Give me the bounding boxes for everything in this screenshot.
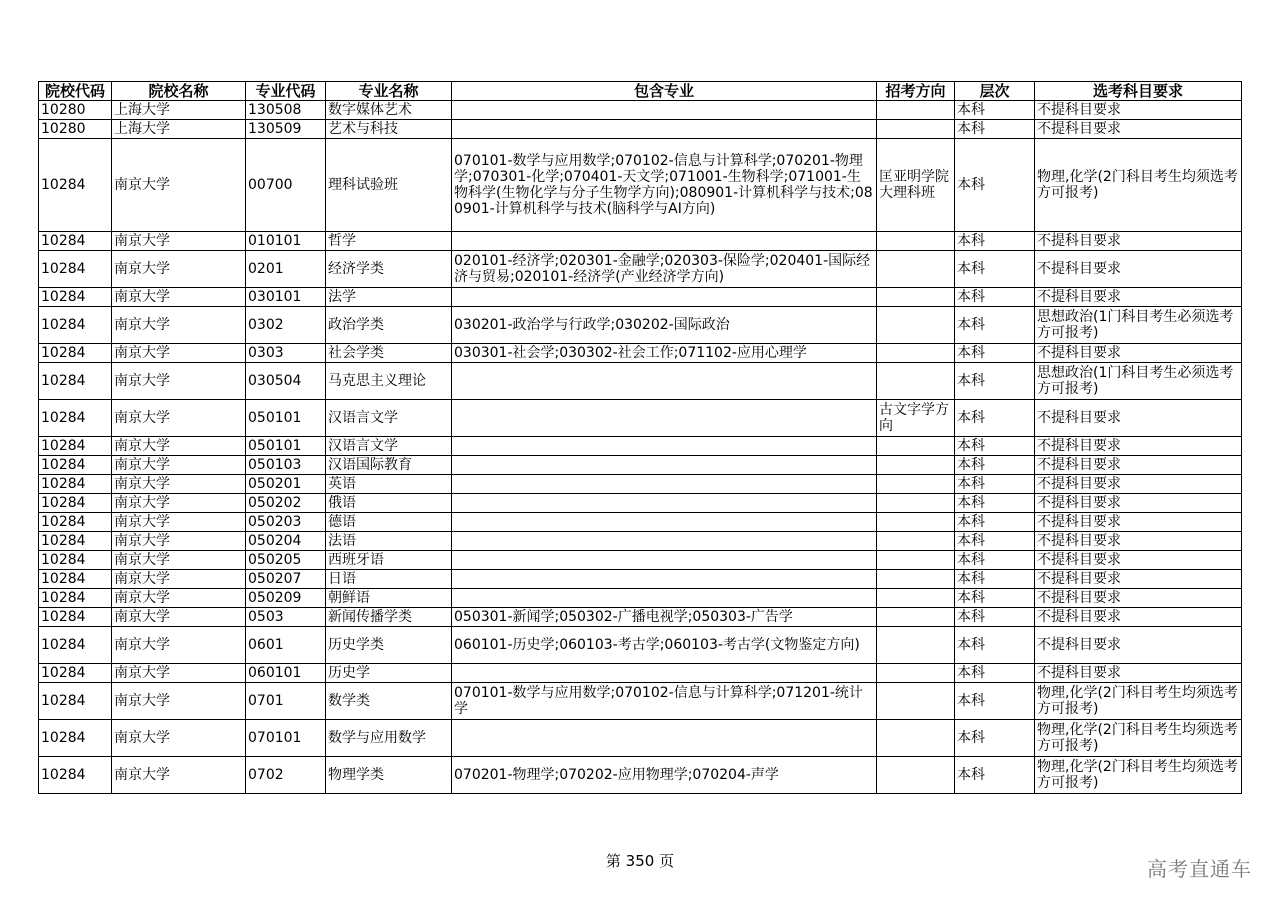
- cell-exam-direction: [877, 494, 955, 513]
- cell-school-code: 10280: [39, 101, 112, 120]
- cell-subject-requirement: 不提科目要求: [1035, 589, 1242, 608]
- cell-exam-direction: [877, 475, 955, 494]
- cell-major-code: 130509: [246, 120, 326, 139]
- cell-included-majors: 060101-历史学;060103-考古学;060103-考古学(文物鉴定方向): [452, 627, 877, 664]
- cell-school-code: 10280: [39, 120, 112, 139]
- cell-level: 本科: [955, 288, 1035, 307]
- cell-subject-requirement: 不提科目要求: [1035, 400, 1242, 437]
- cell-major-name: 西班牙语: [326, 551, 452, 570]
- header-included-majors: 包含专业: [452, 82, 877, 101]
- cell-major-code: 050207: [246, 570, 326, 589]
- cell-included-majors: 050301-新闻学;050302-广播电视学;050303-广告学: [452, 608, 877, 627]
- cell-level: 本科: [955, 513, 1035, 532]
- cell-exam-direction: [877, 251, 955, 288]
- cell-school-code: 10284: [39, 456, 112, 475]
- table-row: [39, 437, 1242, 456]
- cell-school-code: 10284: [39, 720, 112, 757]
- cell-included-majors: 070101-数学与应用数学;070102-信息与计算科学;071201-统计学: [452, 683, 877, 720]
- cell-school-code: 10284: [39, 139, 112, 232]
- cell-school-name: 南京大学: [112, 232, 246, 251]
- table-row: [39, 101, 1242, 120]
- cell-level: 本科: [955, 494, 1035, 513]
- cell-exam-direction: [877, 456, 955, 475]
- cell-school-code: 10284: [39, 627, 112, 664]
- cell-exam-direction: [877, 120, 955, 139]
- cell-major-code: 050101: [246, 400, 326, 437]
- cell-major-name: 历史学: [326, 664, 452, 683]
- cell-school-code: 10284: [39, 251, 112, 288]
- cell-school-name: 南京大学: [112, 513, 246, 532]
- cell-school-code: 10284: [39, 551, 112, 570]
- cell-school-code: 10284: [39, 307, 112, 344]
- cell-school-name: 南京大学: [112, 627, 246, 664]
- cell-major-code: 010101: [246, 232, 326, 251]
- cell-major-code: 0201: [246, 251, 326, 288]
- cell-school-code: 10284: [39, 570, 112, 589]
- cell-major-name: 汉语言文学: [326, 400, 452, 437]
- cell-subject-requirement: 不提科目要求: [1035, 456, 1242, 475]
- cell-subject-requirement: 不提科目要求: [1035, 570, 1242, 589]
- cell-major-code: 0601: [246, 627, 326, 664]
- cell-major-code: 00700: [246, 139, 326, 232]
- cell-school-code: 10284: [39, 232, 112, 251]
- cell-school-name: 南京大学: [112, 589, 246, 608]
- cell-school-code: 10284: [39, 664, 112, 683]
- cell-included-majors: [452, 570, 877, 589]
- cell-exam-direction: [877, 683, 955, 720]
- cell-school-name: 上海大学: [112, 120, 246, 139]
- table-row: [39, 251, 1242, 288]
- cell-school-code: 10284: [39, 608, 112, 627]
- cell-included-majors: [452, 400, 877, 437]
- cell-subject-requirement: 不提科目要求: [1035, 475, 1242, 494]
- cell-school-name: 上海大学: [112, 101, 246, 120]
- table-row: [39, 363, 1242, 400]
- cell-level: 本科: [955, 344, 1035, 363]
- cell-included-majors: 070201-物理学;070202-应用物理学;070204-声学: [452, 757, 877, 794]
- cell-exam-direction: [877, 589, 955, 608]
- cell-level: 本科: [955, 363, 1035, 400]
- table-row: [39, 307, 1242, 344]
- cell-level: 本科: [955, 456, 1035, 475]
- cell-major-name: 马克思主义理论: [326, 363, 452, 400]
- cell-level: 本科: [955, 608, 1035, 627]
- cell-major-code: 0702: [246, 757, 326, 794]
- cell-major-name: 物理学类: [326, 757, 452, 794]
- cell-major-code: 0503: [246, 608, 326, 627]
- cell-subject-requirement: 不提科目要求: [1035, 513, 1242, 532]
- cell-school-code: 10284: [39, 363, 112, 400]
- cell-subject-requirement: 物理,化学(2门科目考生均须选考方可报考): [1035, 139, 1242, 232]
- cell-included-majors: [452, 551, 877, 570]
- cell-subject-requirement: 不提科目要求: [1035, 120, 1242, 139]
- cell-school-name: 南京大学: [112, 683, 246, 720]
- cell-major-name: 哲学: [326, 232, 452, 251]
- cell-subject-requirement: 物理,化学(2门科目考生均须选考方可报考): [1035, 720, 1242, 757]
- header-school-code: 院校代码: [39, 82, 112, 101]
- cell-level: 本科: [955, 757, 1035, 794]
- cell-included-majors: 030301-社会学;030302-社会工作;071102-应用心理学: [452, 344, 877, 363]
- table-row: [39, 139, 1242, 232]
- cell-major-code: 050203: [246, 513, 326, 532]
- watermark: 高考直通车: [1147, 857, 1252, 881]
- cell-included-majors: [452, 720, 877, 757]
- header-major-code: 专业代码: [246, 82, 326, 101]
- cell-level: 本科: [955, 307, 1035, 344]
- cell-major-name: 艺术与科技: [326, 120, 452, 139]
- cell-subject-requirement: 不提科目要求: [1035, 494, 1242, 513]
- cell-major-name: 法学: [326, 288, 452, 307]
- cell-major-name: 历史学类: [326, 627, 452, 664]
- cell-major-code: 030504: [246, 363, 326, 400]
- cell-major-code: 060101: [246, 664, 326, 683]
- cell-major-name: 日语: [326, 570, 452, 589]
- cell-school-code: 10284: [39, 344, 112, 363]
- cell-major-name: 德语: [326, 513, 452, 532]
- header-school-name: 院校名称: [112, 82, 246, 101]
- cell-school-name: 南京大学: [112, 400, 246, 437]
- cell-level: 本科: [955, 589, 1035, 608]
- cell-major-code: 050202: [246, 494, 326, 513]
- cell-school-name: 南京大学: [112, 344, 246, 363]
- cell-included-majors: [452, 532, 877, 551]
- cell-school-name: 南京大学: [112, 437, 246, 456]
- cell-subject-requirement: 不提科目要求: [1035, 627, 1242, 664]
- cell-subject-requirement: 不提科目要求: [1035, 437, 1242, 456]
- cell-subject-requirement: 物理,化学(2门科目考生均须选考方可报考): [1035, 757, 1242, 794]
- cell-major-code: 070101: [246, 720, 326, 757]
- admission-table: [38, 81, 1242, 794]
- cell-school-name: 南京大学: [112, 456, 246, 475]
- cell-school-name: 南京大学: [112, 608, 246, 627]
- cell-level: 本科: [955, 120, 1035, 139]
- cell-subject-requirement: 思想政治(1门科目考生必须选考方可报考): [1035, 363, 1242, 400]
- cell-school-code: 10284: [39, 757, 112, 794]
- cell-major-code: 050101: [246, 437, 326, 456]
- cell-included-majors: 070101-数学与应用数学;070102-信息与计算科学;070201-物理学;070301-化学;070401-天文学;071001-生物科学;071001-生物科学(生物化学与分子生物学方向);080901-计算机科学与技术;080901-计算机科学与技术(脑科学与AI方向): [452, 139, 877, 232]
- cell-subject-requirement: 不提科目要求: [1035, 664, 1242, 683]
- cell-major-code: 050201: [246, 475, 326, 494]
- cell-school-name: 南京大学: [112, 494, 246, 513]
- cell-exam-direction: [877, 232, 955, 251]
- table-row: [39, 400, 1242, 437]
- cell-major-name: 朝鲜语: [326, 589, 452, 608]
- header-subject-requirement: 选考科目要求: [1035, 82, 1242, 101]
- cell-level: 本科: [955, 475, 1035, 494]
- cell-major-name: 俄语: [326, 494, 452, 513]
- cell-major-name: 英语: [326, 475, 452, 494]
- cell-exam-direction: 匡亚明学院大理科班: [877, 139, 955, 232]
- cell-subject-requirement: 不提科目要求: [1035, 232, 1242, 251]
- cell-included-majors: 020101-经济学;020301-金融学;020303-保险学;020401-国际经济与贸易;020101-经济学(产业经济学方向): [452, 251, 877, 288]
- table-row: [39, 570, 1242, 589]
- table-row: [39, 627, 1242, 664]
- cell-included-majors: [452, 363, 877, 400]
- cell-exam-direction: [877, 757, 955, 794]
- cell-level: 本科: [955, 532, 1035, 551]
- cell-included-majors: 030201-政治学与行政学;030202-国际政治: [452, 307, 877, 344]
- page-number: 第 350 页: [605, 852, 675, 870]
- cell-exam-direction: [877, 363, 955, 400]
- cell-school-code: 10284: [39, 683, 112, 720]
- cell-level: 本科: [955, 437, 1035, 456]
- table-row: [39, 344, 1242, 363]
- cell-exam-direction: [877, 437, 955, 456]
- cell-major-code: 050103: [246, 456, 326, 475]
- cell-exam-direction: [877, 570, 955, 589]
- table-row: [39, 757, 1242, 794]
- cell-major-name: 经济学类: [326, 251, 452, 288]
- cell-subject-requirement: 不提科目要求: [1035, 101, 1242, 120]
- cell-exam-direction: [877, 532, 955, 551]
- cell-level: 本科: [955, 551, 1035, 570]
- table-row: [39, 288, 1242, 307]
- cell-included-majors: [452, 589, 877, 608]
- cell-level: 本科: [955, 720, 1035, 757]
- cell-subject-requirement: 物理,化学(2门科目考生均须选考方可报考): [1035, 683, 1242, 720]
- cell-subject-requirement: 不提科目要求: [1035, 288, 1242, 307]
- cell-major-code: 050205: [246, 551, 326, 570]
- cell-exam-direction: [877, 344, 955, 363]
- cell-major-name: 数字媒体艺术: [326, 101, 452, 120]
- cell-included-majors: [452, 232, 877, 251]
- cell-school-name: 南京大学: [112, 475, 246, 494]
- cell-major-code: 050204: [246, 532, 326, 551]
- table-row: [39, 664, 1242, 683]
- cell-school-name: 南京大学: [112, 757, 246, 794]
- cell-major-name: 社会学类: [326, 344, 452, 363]
- cell-school-code: 10284: [39, 494, 112, 513]
- cell-level: 本科: [955, 251, 1035, 288]
- cell-school-name: 南京大学: [112, 570, 246, 589]
- cell-school-name: 南京大学: [112, 664, 246, 683]
- cell-level: 本科: [955, 400, 1035, 437]
- cell-level: 本科: [955, 570, 1035, 589]
- cell-major-name: 理科试验班: [326, 139, 452, 232]
- cell-exam-direction: [877, 664, 955, 683]
- cell-level: 本科: [955, 683, 1035, 720]
- cell-major-code: 0302: [246, 307, 326, 344]
- cell-exam-direction: [877, 307, 955, 344]
- table-row: [39, 456, 1242, 475]
- cell-level: 本科: [955, 232, 1035, 251]
- cell-school-code: 10284: [39, 437, 112, 456]
- cell-major-name: 数学类: [326, 683, 452, 720]
- cell-included-majors: [452, 437, 877, 456]
- table-row: [39, 608, 1242, 627]
- cell-subject-requirement: 不提科目要求: [1035, 344, 1242, 363]
- cell-school-code: 10284: [39, 532, 112, 551]
- cell-included-majors: [452, 513, 877, 532]
- cell-subject-requirement: 不提科目要求: [1035, 551, 1242, 570]
- cell-subject-requirement: 不提科目要求: [1035, 532, 1242, 551]
- header-major-name: 专业名称: [326, 82, 452, 101]
- table-row: [39, 513, 1242, 532]
- cell-school-name: 南京大学: [112, 251, 246, 288]
- header-level: 层次: [955, 82, 1035, 101]
- cell-included-majors: [452, 475, 877, 494]
- cell-school-name: 南京大学: [112, 720, 246, 757]
- table-body: [39, 101, 1242, 794]
- table-row: [39, 475, 1242, 494]
- cell-school-code: 10284: [39, 475, 112, 494]
- table-row: [39, 532, 1242, 551]
- header-row: [39, 82, 1242, 101]
- cell-major-name: 新闻传播学类: [326, 608, 452, 627]
- cell-exam-direction: [877, 288, 955, 307]
- cell-exam-direction: [877, 627, 955, 664]
- cell-major-code: 130508: [246, 101, 326, 120]
- table-row: [39, 683, 1242, 720]
- table-row: [39, 232, 1242, 251]
- cell-subject-requirement: 不提科目要求: [1035, 608, 1242, 627]
- cell-school-code: 10284: [39, 400, 112, 437]
- cell-school-code: 10284: [39, 513, 112, 532]
- cell-major-name: 汉语国际教育: [326, 456, 452, 475]
- cell-major-code: 030101: [246, 288, 326, 307]
- cell-included-majors: [452, 288, 877, 307]
- cell-included-majors: [452, 494, 877, 513]
- cell-exam-direction: [877, 101, 955, 120]
- cell-level: 本科: [955, 139, 1035, 232]
- table-row: [39, 551, 1242, 570]
- cell-major-name: 政治学类: [326, 307, 452, 344]
- cell-exam-direction: [877, 720, 955, 757]
- table-row: [39, 120, 1242, 139]
- cell-school-name: 南京大学: [112, 532, 246, 551]
- table-row: [39, 494, 1242, 513]
- cell-exam-direction: 古文字学方向: [877, 400, 955, 437]
- cell-level: 本科: [955, 627, 1035, 664]
- cell-exam-direction: [877, 608, 955, 627]
- cell-school-name: 南京大学: [112, 288, 246, 307]
- cell-included-majors: [452, 101, 877, 120]
- cell-included-majors: [452, 120, 877, 139]
- cell-included-majors: [452, 456, 877, 475]
- table-row: [39, 589, 1242, 608]
- cell-school-name: 南京大学: [112, 363, 246, 400]
- cell-major-code: 0701: [246, 683, 326, 720]
- table-row: [39, 720, 1242, 757]
- cell-major-code: 050209: [246, 589, 326, 608]
- cell-school-name: 南京大学: [112, 307, 246, 344]
- cell-level: 本科: [955, 101, 1035, 120]
- cell-major-name: 数学与应用数学: [326, 720, 452, 757]
- cell-level: 本科: [955, 664, 1035, 683]
- cell-subject-requirement: 思想政治(1门科目考生必须选考方可报考): [1035, 307, 1242, 344]
- cell-exam-direction: [877, 513, 955, 532]
- cell-school-code: 10284: [39, 589, 112, 608]
- cell-major-name: 法语: [326, 532, 452, 551]
- cell-school-name: 南京大学: [112, 551, 246, 570]
- cell-school-code: 10284: [39, 288, 112, 307]
- cell-major-code: 0303: [246, 344, 326, 363]
- header-exam-direction: 招考方向: [877, 82, 955, 101]
- cell-school-name: 南京大学: [112, 139, 246, 232]
- cell-included-majors: [452, 664, 877, 683]
- cell-exam-direction: [877, 551, 955, 570]
- cell-major-name: 汉语言文学: [326, 437, 452, 456]
- cell-subject-requirement: 不提科目要求: [1035, 251, 1242, 288]
